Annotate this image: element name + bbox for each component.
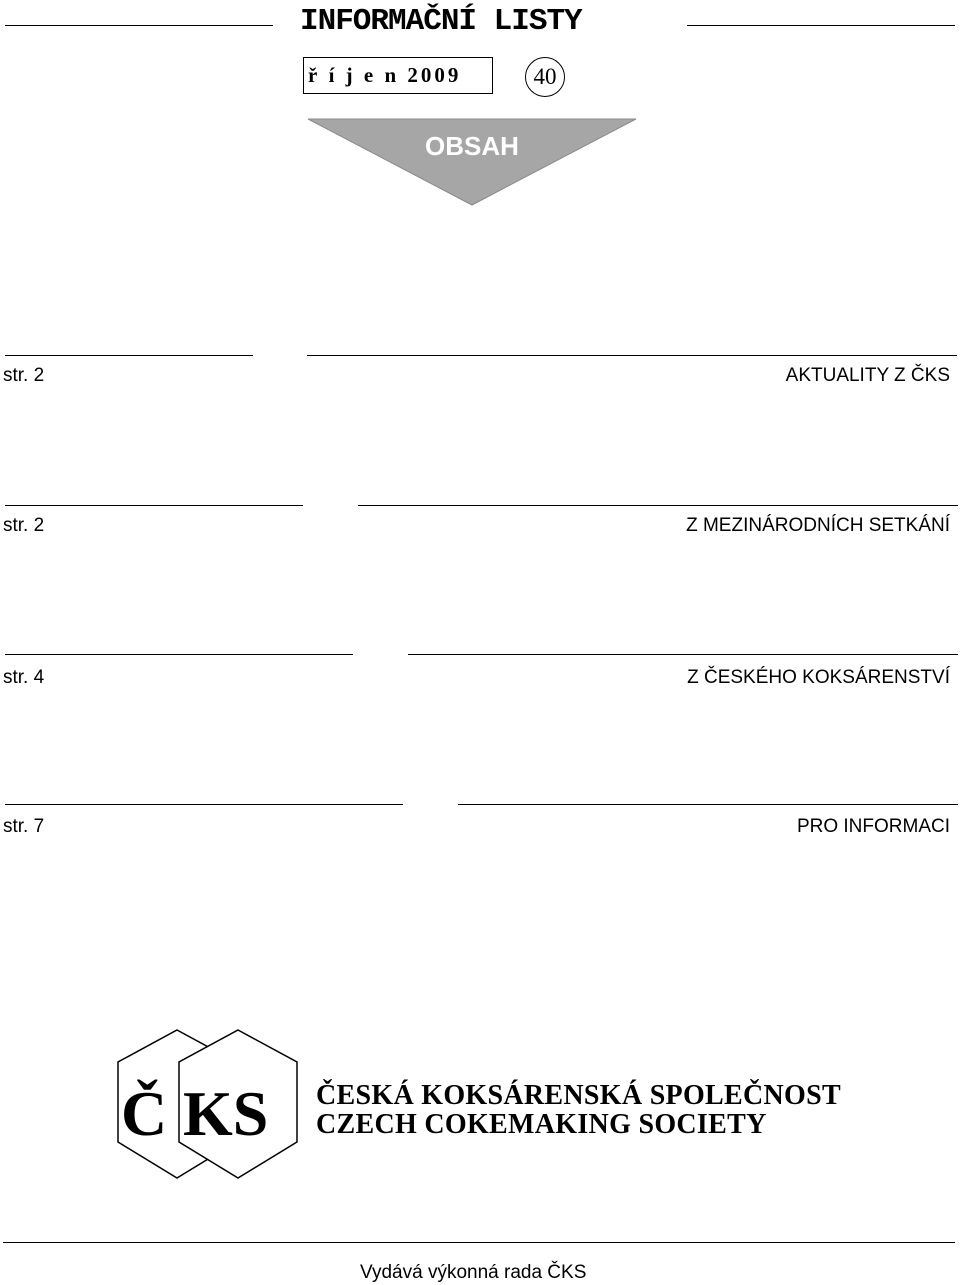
issue-date: ř í j e n 2009 <box>303 57 493 94</box>
toc-rule-left <box>5 654 353 655</box>
hexagon-logo-icon <box>115 1027 300 1182</box>
contents-label: OBSAH <box>425 131 519 161</box>
toc-rule-left <box>5 355 253 356</box>
toc-rule-left <box>5 505 303 506</box>
contents-banner <box>306 117 638 207</box>
society-name-czech: ČESKÁ KOKSÁRENSKÁ SPOLEČNOST <box>316 1080 841 1111</box>
toc-section-title: AKTUALITY Z ČKS <box>785 365 950 386</box>
footer-rule <box>3 1242 955 1243</box>
toc-page-number: str. 2 <box>3 515 45 536</box>
logo-letter-c: Č <box>121 1078 168 1149</box>
toc-rule-right <box>307 355 957 356</box>
toc-page-number: str. 4 <box>3 667 45 688</box>
toc-page-number: str. 7 <box>3 816 45 837</box>
masthead-rule-right <box>687 25 955 26</box>
toc-section-title: Z MEZINÁRODNÍCH SETKÁNÍ <box>686 515 950 536</box>
newsletter-title: INFORMAČNÍ LISTY <box>300 4 582 39</box>
issue-number: 40 <box>525 57 565 97</box>
toc-rule-right <box>358 505 958 506</box>
society-name-english: CZECH COKEMAKING SOCIETY <box>316 1109 767 1140</box>
logo-letters-ks: KS <box>183 1078 269 1149</box>
toc-rule-right <box>458 804 958 805</box>
toc-rule-right <box>408 654 958 655</box>
toc-rule-left <box>5 804 403 805</box>
toc-section-title: PRO INFORMACI <box>796 816 950 837</box>
masthead-rule-left <box>5 25 273 26</box>
toc-page-number: str. 2 <box>3 365 45 386</box>
toc-section-title: Z ČESKÉHO KOKSÁRENSTVÍ <box>687 667 950 688</box>
publisher-note: Vydává výkonná rada ČKS <box>360 1262 587 1283</box>
